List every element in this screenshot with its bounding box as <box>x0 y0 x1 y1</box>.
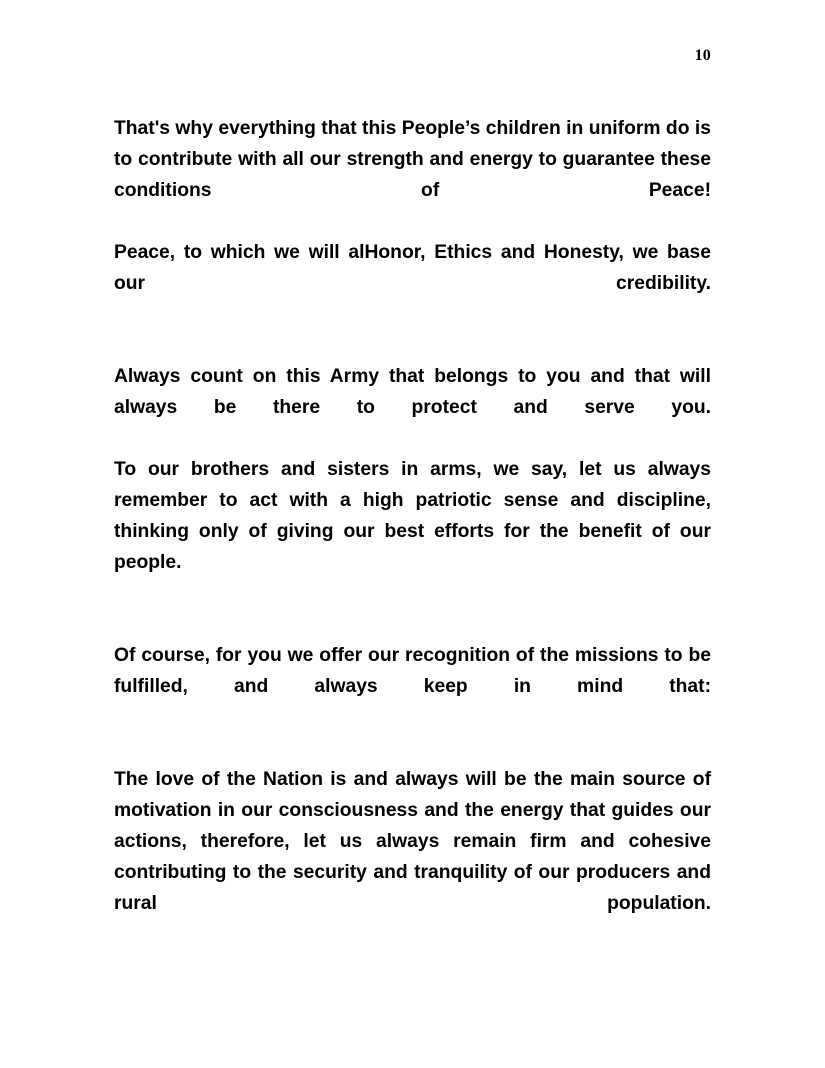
paragraph-group-spacer <box>114 330 711 361</box>
paragraph-group <box>114 640 711 733</box>
page-number: 10 <box>694 47 711 64</box>
paragraph-group-spacer <box>114 733 711 764</box>
paragraph: Peace, to which we will alHonor, Ethics and Honesty, we base our credibility. <box>114 242 711 294</box>
paragraph-group <box>114 361 711 609</box>
paragraph: The love of the Nation is and always will be the main source of motivation in our consciousness and the energy that guides our actions, therefore, let us always remain firm and cohesive contributing to the security and tranquility of our producers and rural population. <box>114 769 711 914</box>
paragraph: Of course, for you we offer our recognition of the missions to be fulfilled, and always keep in mind that: <box>114 645 711 697</box>
body-text-column <box>114 113 711 950</box>
paragraph: Always count on this Army that belongs to you and that will always be there to protect and serve you. <box>114 366 711 418</box>
paragraph: To our brothers and sisters in arms, we say, let us always remember to act with a high patriotic sense and discipline, thinking only of giving our best efforts for the benefit of our people. <box>114 459 711 573</box>
paragraph-group <box>114 113 711 330</box>
paragraph: That's why everything that this People’s children in uniform do is to contribute with all our strength and energy to guarantee these conditions of Peace! <box>114 118 711 201</box>
paragraph-group <box>114 764 711 950</box>
paragraph-group-spacer <box>114 609 711 640</box>
